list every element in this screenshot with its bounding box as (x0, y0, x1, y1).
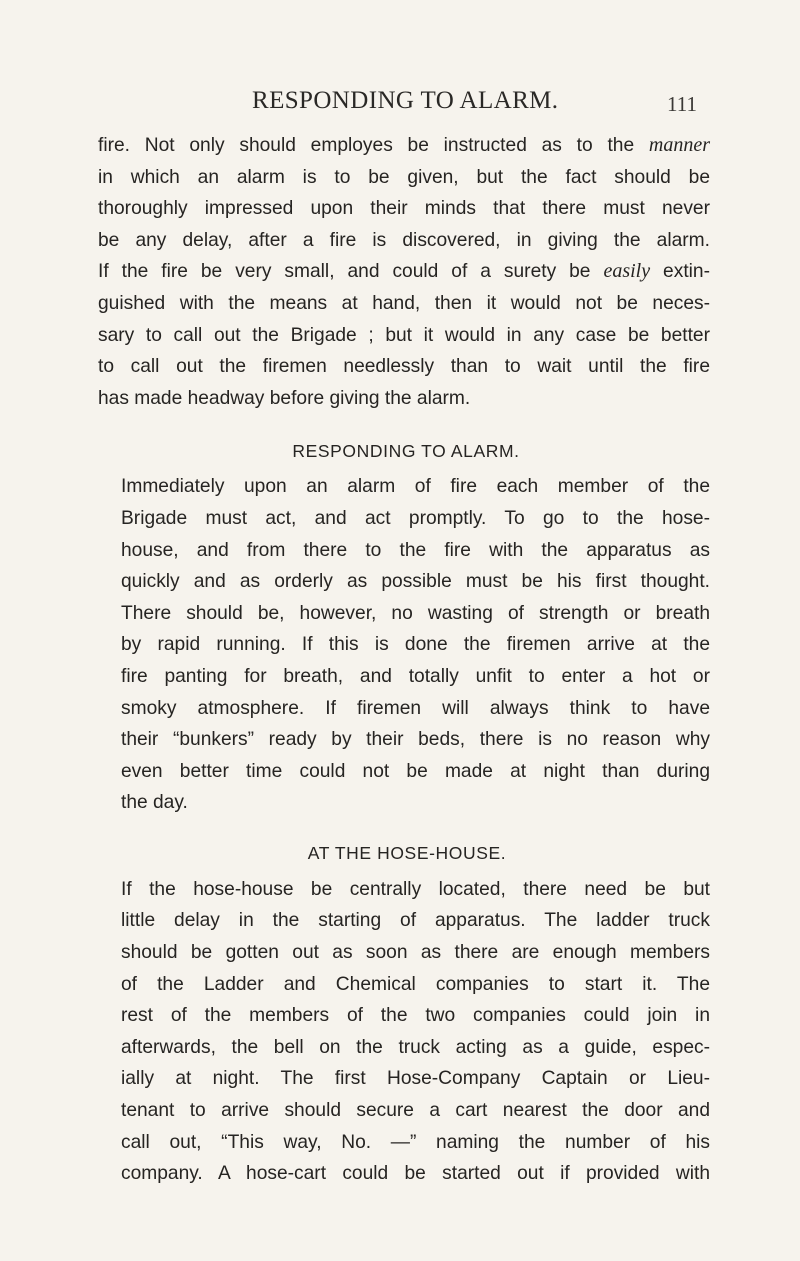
text-line: If the fire be very small, and could of a surety be easily extin- (98, 260, 710, 283)
section-heading-hose-house: AT THE HOSE-HOUSE. (307, 842, 507, 863)
italic-manner: manner (648, 134, 710, 156)
paragraph-responding (98, 471, 710, 819)
text-line: call out, “This way, No. —” naming the number of his (121, 1131, 710, 1153)
text-line: even better time could not be made at night than during (121, 760, 710, 782)
section-heading-responding: RESPONDING TO ALARM. (292, 441, 520, 462)
running-head (0, 86, 800, 126)
text-line: by rapid running. If this is done the firemen arrive at the (121, 634, 710, 656)
text-line: company. A hose-cart could be started out if provided with (121, 1163, 710, 1185)
running-title: RESPONDING TO ALARM. (252, 87, 559, 114)
text-line: Brigade must act, and act promptly. To go to the hose- (121, 507, 710, 529)
text-line: sary to call out the Brigade ; but it would in any case be better (98, 324, 710, 346)
text-line: their “bunkers” ready by their beds, there is no reason why (121, 729, 710, 751)
text-line: If the hose-house be centrally located, there need be but (121, 878, 710, 900)
page-number: 111 (667, 92, 697, 116)
text-line: rest of the members of the two companies could join in (121, 1005, 710, 1027)
paragraph-fire-alarm (98, 130, 710, 414)
text-line: the day. (121, 792, 188, 814)
text-line: be any delay, after a fire is discovered, in giving the alarm. (98, 229, 710, 251)
text-line: fire panting for breath, and totally unfit to enter a hot or (121, 665, 710, 687)
text-line: little delay in the starting of apparatus. The ladder truck (121, 910, 710, 932)
text-line: tenant to arrive should secure a cart nearest the door and (121, 1100, 710, 1122)
text-line: should be gotten out as soon as there are enough members (121, 942, 710, 964)
text-line: There should be, however, no wasting of strength or breath (121, 602, 710, 624)
paragraph-hose-house (98, 874, 710, 1190)
text-line: thoroughly impressed upon their minds that there must never (98, 198, 710, 220)
text-line: of the Ladder and Chemical companies to start it. The (121, 973, 710, 995)
text-line: guished with the means at hand, then it would not be neces- (98, 292, 710, 314)
text-line: smoky atmosphere. If firemen will always think to have (121, 697, 710, 719)
text-line: has made headway before giving the alarm. (98, 387, 471, 409)
text-line: afterwards, the bell on the truck acting as a guide, espec- (121, 1036, 710, 1058)
text-line: to call out the firemen needlessly than to wait until the fire (98, 356, 710, 378)
text-line: ially at night. The first Hose-Company Captain or Lieu- (121, 1068, 710, 1090)
text-line: fire. Not only should employes be instructed as to the manner (98, 134, 710, 156)
body-text (98, 130, 710, 1190)
text-line: house, and from there to the fire with the apparatus as (121, 539, 710, 561)
text-line: Immediately upon an alarm of fire each member of the (121, 476, 710, 498)
text-line: quickly and as orderly as possible must be his first thought. (121, 571, 710, 593)
italic-easily: easily (603, 260, 651, 283)
text-line: in which an alarm is to be given, but the fact should be (98, 166, 710, 188)
